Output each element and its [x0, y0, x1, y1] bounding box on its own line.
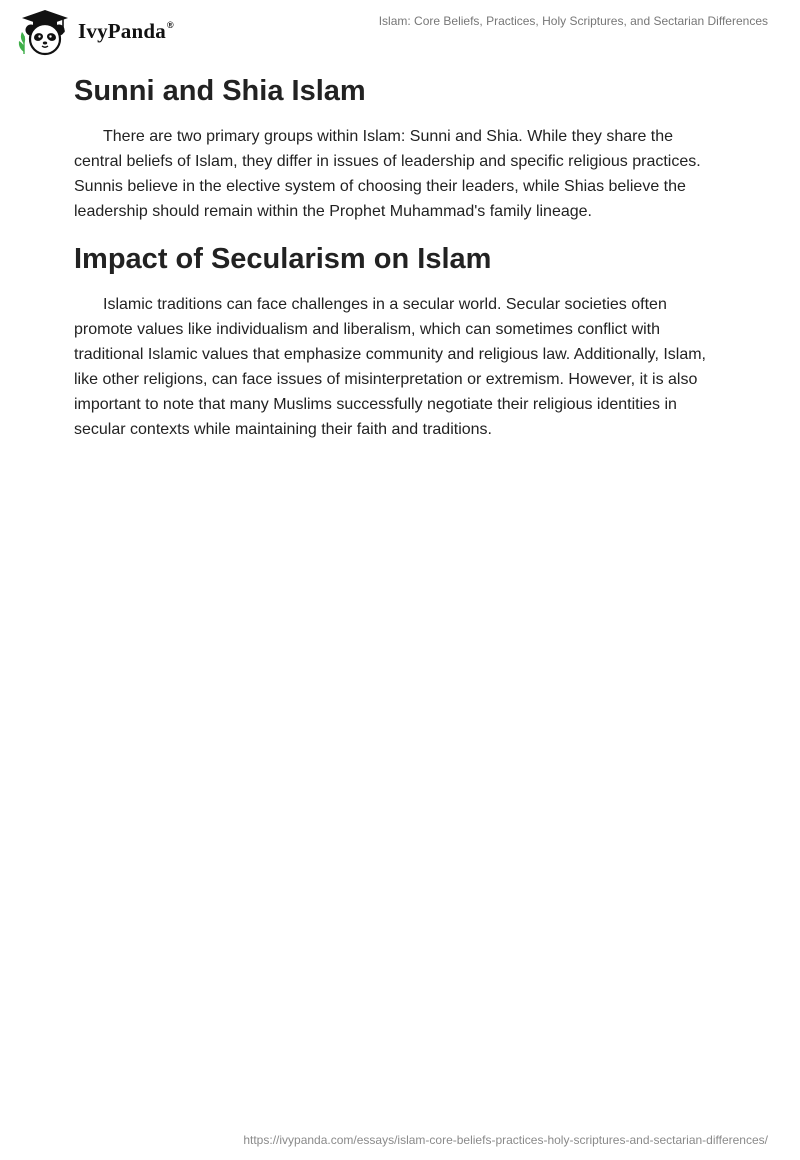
section-heading: Sunni and Shia Islam — [74, 75, 366, 107]
registered-mark: ® — [166, 19, 174, 30]
section-paragraph: Islamic traditions can face challenges in a secular world. Secular societies often promote values like individualism and liberalism, which can sometimes conflict with traditional Islamic values that emphasize community and religious law. Additionally, Islam, like other religions, can face issues of misinterpretation or extremism. However, it is also important to note that many Muslims successfully negotiate their religious identities in secular contexts while maintaining their faith and traditions. — [74, 296, 706, 438]
section-sunni-shia — [74, 66, 724, 224]
logo-wordmark: IvyPanda® — [78, 18, 174, 43]
section-secularism — [74, 234, 724, 442]
section-heading: Impact of Secularism on Islam — [74, 243, 492, 275]
source-url-link[interactable]: https://ivypanda.com/essays/islam-core-beliefs-practices-holy-scriptures-and-sectarian-differences/ — [243, 1133, 768, 1147]
panda-graduate-icon — [16, 8, 74, 56]
ivypanda-logo[interactable] — [16, 8, 174, 56]
page-header — [0, 0, 800, 60]
essay-body — [74, 66, 724, 452]
document-title: Islam: Core Beliefs, Practices, Holy Scriptures, and Sectarian Differences — [378, 14, 768, 28]
section-paragraph: There are two primary groups within Islam: Sunni and Shia. While they share the central beliefs of Islam, they differ in issues of leadership and specific religious practices. Sunnis believe in the elective system of choosing their leaders, while Shias believe the leadership should remain within the Prophet Muhammad's family lineage. — [74, 128, 701, 220]
